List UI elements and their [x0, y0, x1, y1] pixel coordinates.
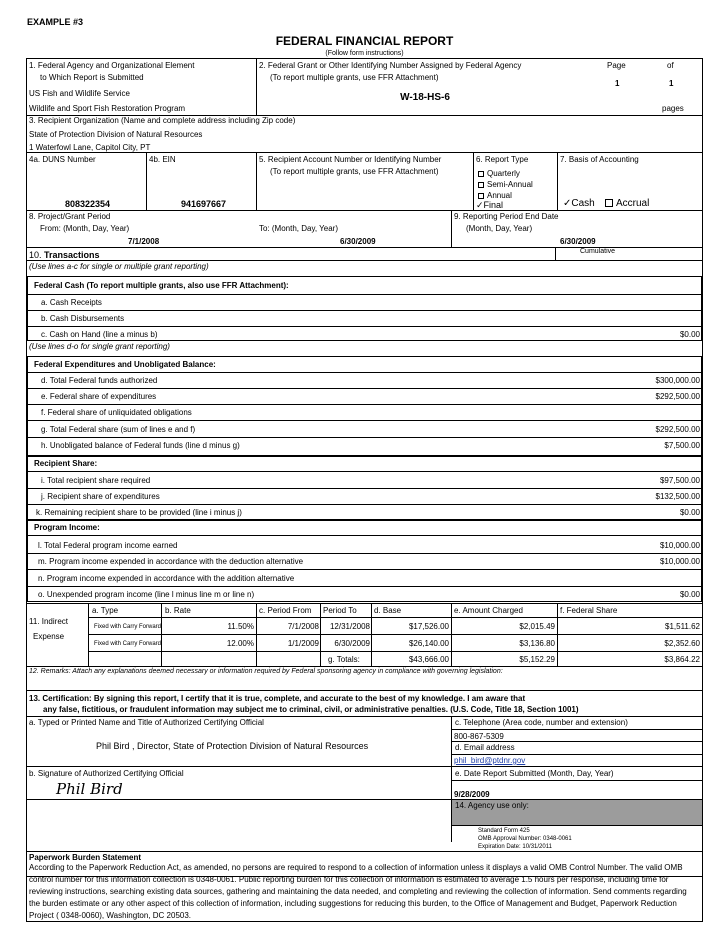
line-o-label: o. Unexpended program income (line l minus line m or line n)	[38, 590, 255, 599]
expiration-date: Expiration Date: 10/31/2011	[478, 844, 552, 850]
line-d-value: $300,000.00	[655, 376, 700, 385]
row2-rate: 12.00%	[226, 639, 254, 648]
line-g-label: g. Total Federal share (sum of lines e and f)	[41, 425, 196, 434]
line-m-label: m. Program income expended in accordance with the deduction alternative	[38, 557, 304, 566]
checkbox-icon	[478, 171, 484, 177]
email-link[interactable]: phil_bird@ptdnr.gov	[454, 756, 526, 765]
row2-to: 6/30/2009	[334, 639, 370, 648]
email-label: d. Email address	[455, 743, 515, 752]
line-j-label: j. Recipient share of expenditures	[41, 492, 160, 501]
line-g-value: $292,500.00	[655, 425, 700, 434]
certification-line1: 13. Certification: By signing this report, I certify that it is true, complete, and accurate to the best of my knowledge. I am aware that	[29, 694, 526, 703]
col-period-to: Period To	[323, 606, 357, 615]
page-label: Page	[607, 61, 626, 70]
remarks-label: 12. Remarks: Attach any explanations deemed necessary or information required by Federal sponsoring agency in compliance with governing legislation:	[29, 668, 503, 675]
line-i-label: i. Total recipient share required	[41, 476, 151, 485]
totals-label: g. Totals:	[328, 655, 360, 664]
line-b-label: b. Cash Disbursements	[41, 314, 125, 323]
agency-program: Wildlife and Sport Fish Restoration Program	[29, 104, 186, 113]
total-pages: 1	[669, 79, 674, 88]
page-subtitle: (Follow form instructions)	[325, 50, 404, 57]
box1-label-2: to Which Report is Submitted	[40, 73, 144, 82]
line-l-label: l. Total Federal program income earned	[38, 541, 178, 550]
line-f-label: f. Federal share of unliquidated obligations	[41, 408, 192, 417]
line-c-label: c. Cash on Hand (line a minus b)	[41, 330, 158, 339]
recipient-share-header: Recipient Share:	[34, 459, 98, 468]
row2-federal: $2,352.60	[664, 639, 700, 648]
line-e-value: $292,500.00	[655, 392, 700, 401]
report-type-final[interactable]: ✓Final	[476, 200, 504, 210]
checkmark-icon: ✓	[563, 198, 572, 209]
line-c-value: $0.00	[679, 330, 700, 339]
note-lines-d-o: (Use lines d-o for single grant reporting)	[29, 342, 170, 351]
form-number: Standard Form 425	[478, 828, 530, 834]
row2-amount: $3,136.80	[519, 639, 555, 648]
program-income-header: Program Income:	[34, 523, 100, 532]
row1-amount: $2,015.49	[519, 622, 555, 631]
recipient-name: State of Protection Division of Natural Resources	[29, 130, 203, 139]
burden-box	[26, 851, 703, 922]
pages-label: pages	[662, 104, 684, 113]
duns-number: 808322354	[65, 199, 111, 209]
agency-name: US Fish and Wildlife Service	[29, 89, 130, 98]
checkbox-icon	[605, 199, 613, 207]
report-type-annual[interactable]: Annual	[478, 191, 512, 201]
burden-line: Project ( 0348-0060), Washington, DC 20503.	[29, 911, 192, 920]
phone-label: c. Telephone (Area code, number and extension)	[455, 718, 628, 727]
phone-number: 800-867-5309	[454, 732, 504, 741]
box6-label: 6. Report Type	[476, 155, 529, 164]
line-l-value: $10,000.00	[659, 541, 700, 550]
row2-type: Fixed with Carry Forward	[94, 641, 162, 647]
cumulative-header: Cumulative	[580, 248, 616, 255]
agency-use-label: 14. Agency use only:	[455, 801, 529, 810]
omb-number: OMB Approval Number: 0348-0061	[478, 836, 572, 842]
indirect-label-2: Expense	[33, 632, 65, 641]
line-j-value: $132,500.00	[655, 492, 700, 501]
row1-rate: 11.50%	[227, 622, 254, 631]
box5-label-2: (To report multiple grants, use FFR Attachment)	[270, 167, 439, 176]
box9-sub: (Month, Day, Year)	[466, 224, 533, 233]
basis-cash[interactable]: ✓Cash	[563, 198, 595, 209]
federal-cash-header: Federal Cash (To report multiple grants, also use FFR Attachment):	[34, 281, 289, 290]
page-number: 1	[615, 79, 620, 88]
signature-label: b. Signature of Authorized Certifying Official	[29, 769, 184, 778]
row1-base: $17,526.00	[408, 622, 449, 631]
checkbox-icon	[478, 182, 484, 188]
row2-from: 1/1/2009	[287, 639, 319, 648]
line-h-value: $7,500.00	[664, 441, 700, 450]
line-d-label: d. Total Federal funds authorized	[41, 376, 158, 385]
line-e-label: e. Federal share of expenditures	[41, 392, 157, 401]
box5-label: 5. Recipient Account Number or Identifying Number	[259, 155, 442, 164]
box3-label: 3. Recipient Organization (Name and complete address including Zip code)	[29, 116, 296, 125]
burden-title: Paperwork Burden Statement	[29, 853, 142, 862]
col-amount: e. Amount Charged	[454, 606, 523, 615]
note-lines-a-c: (Use lines a-c for single or multiple grant reporting)	[29, 262, 209, 271]
col-period-from: c. Period From	[259, 606, 312, 615]
row2-base: $26,140.00	[408, 639, 449, 648]
box4b-label: 4b. EIN	[149, 155, 176, 164]
to-label: To: (Month, Day, Year)	[259, 224, 338, 233]
page-title: FEDERAL FINANCIAL REPORT	[275, 34, 454, 48]
totals-amount: $5,152.29	[519, 655, 555, 664]
col-rate: b. Rate	[165, 606, 191, 615]
line-o-value: $0.00	[679, 590, 700, 599]
recipient-address: 1 Waterfowl Lane, Capitol City, PT	[29, 143, 151, 152]
indirect-label: 11. Indirect	[29, 617, 68, 626]
basis-accrual[interactable]: Accrual	[605, 198, 649, 210]
line-a-label: a. Cash Receipts	[41, 298, 102, 307]
box2-label-2: (To report multiple grants, use FFR Attachment)	[270, 73, 439, 82]
box7-label: 7. Basis of Accounting	[560, 155, 639, 164]
signer-name-label: a. Typed or Printed Name and Title of Authorized Certifying Official	[29, 718, 264, 727]
row1-federal: $1,511.62	[665, 622, 700, 631]
box1-label: 1. Federal Agency and Organizational Element	[29, 61, 195, 70]
row1-type: Fixed with Carry Forward	[94, 624, 162, 630]
totals-federal: $3,864.22	[664, 655, 700, 664]
burden-line: According to the Paperwork Reduction Act, as amended, no persons are required to respond to a collection of information unless it displays a valid OMB Control Number. The valid OMB	[29, 863, 683, 872]
ein: 941697667	[181, 199, 227, 209]
of-label: of	[667, 61, 674, 70]
signature: Phil Bird	[56, 780, 123, 798]
row1-from: 7/1/2008	[287, 622, 319, 631]
box2-label: 2. Federal Grant or Other Identifying Number Assigned by Federal Agency	[259, 61, 522, 70]
report-type-quarterly[interactable]: Quarterly	[478, 169, 520, 179]
period-to: 6/30/2009	[340, 237, 376, 246]
totals-base: $43,666.00	[408, 655, 449, 664]
date-submitted-label: e. Date Report Submitted (Month, Day, Year)	[455, 769, 614, 778]
signer-name: Phil Bird , Director, State of Protection Division of Natural Resources	[96, 741, 369, 751]
col-type: a. Type	[92, 606, 119, 615]
col-base: d. Base	[374, 606, 402, 615]
row1-to: 12/31/2008	[329, 622, 370, 631]
line-h-label: h. Unobligated balance of Federal funds (line d minus g)	[41, 441, 240, 450]
burden-line: control number for this information collection is 0348-0061. Public reporting burden for this collection of information is estimated to average 1.5 hours per response, including time for	[29, 875, 669, 884]
burden-line: reviewing instructions, searching existing data sources, gathering and maintaining the data needed, and completing and reviewing the collection of information. Send comments regarding	[29, 887, 687, 896]
checkbox-icon	[478, 193, 484, 199]
box9-label: 9. Reporting Period End Date	[454, 212, 559, 221]
report-type-semi-annual[interactable]: Semi-Annual	[478, 180, 533, 190]
line-k-label: k. Remaining recipient share to be provided (line i minus j)	[36, 508, 242, 517]
burden-line: the burden estimate or any other aspect of this collection of information, including suggestions for reducing this burden, to the Office of Management and Budget, Paperwork Reduction	[29, 899, 677, 908]
period-from: 7/1/2008	[128, 237, 160, 246]
example-label: EXAMPLE #3	[27, 17, 84, 27]
line-k-value: $0.00	[679, 508, 700, 517]
box4a-label: 4a. DUNS Number	[29, 155, 96, 164]
date-submitted: 9/28/2009	[454, 790, 490, 799]
line-n-label: n. Program income expended in accordance with the addition alternative	[38, 574, 295, 583]
box8-label: 8. Project/Grant Period	[29, 212, 111, 221]
line-m-value: $10,000.00	[659, 557, 700, 566]
checkmark-icon: ✓	[476, 200, 484, 210]
federal-exp-header: Federal Expenditures and Unobligated Balance:	[34, 360, 216, 369]
col-federal: f. Federal Share	[560, 606, 618, 615]
certification-line2: any false, fictitious, or fraudulent information may subject me to criminal, civil, or administrative penalties. (U.S. Code, Title 18, Section 1001)	[43, 705, 579, 714]
from-label: From: (Month, Day, Year)	[40, 224, 130, 233]
line-i-value: $97,500.00	[659, 476, 700, 485]
grant-number: W-18-HS-6	[400, 92, 450, 103]
box10-label: 10. Transactions	[29, 250, 100, 260]
period-end-date: 6/30/2009	[560, 237, 596, 246]
